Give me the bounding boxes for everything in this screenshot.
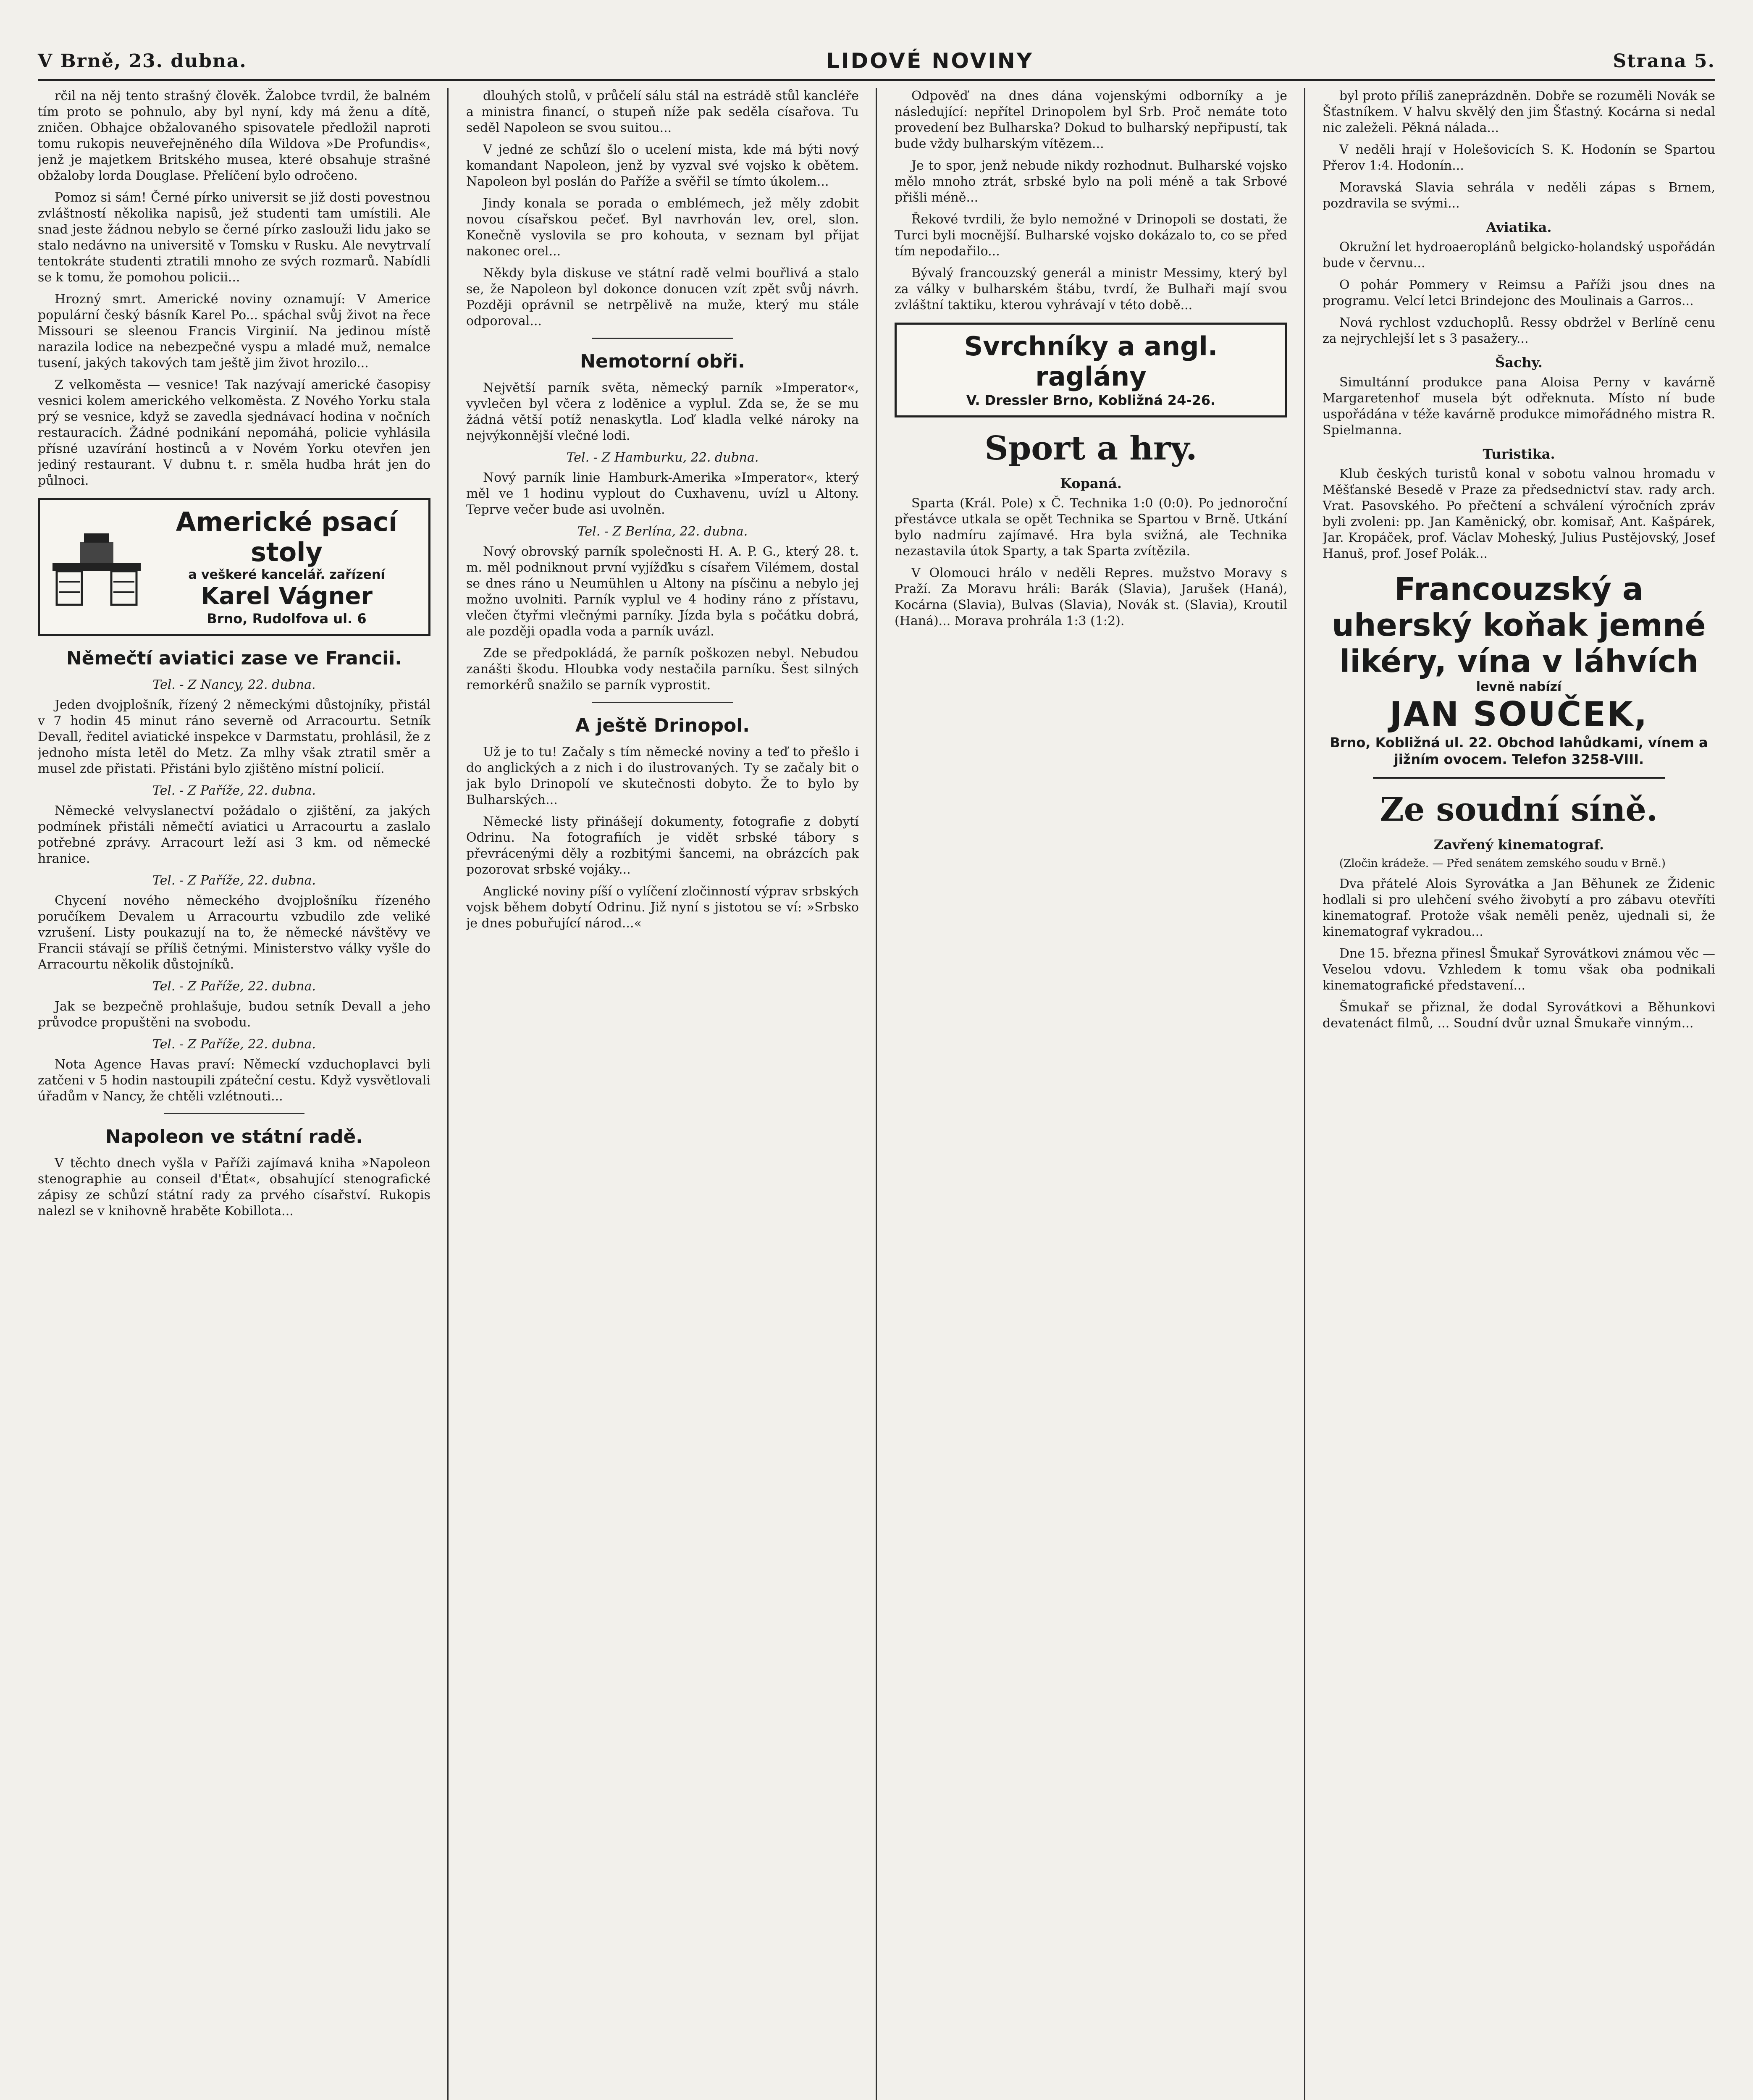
article-paragraph: Nový obrovský parník společnosti H. A. P. G., který 28. t. m. měl podniknout první vyjížďku s císařem Vilémem, dostal se dnes ráno u Neumühlen u Altony na písčinu a nebylo jej možno uvolniti. Parník vyplul ve 4 hodiny ráno z přístavu, vlečen čtyřmi vlečnými parníky. Jízda byla s počátku dobrá, ale později opadla voda a parník uvázl. [466, 544, 859, 639]
column-1 [38, 88, 430, 2100]
article-paragraph: Zde se předpokládá, že parník poškozen nebyl. Nebudou zanášti škodu. Hloubka vody nestačila parníku. Šest silných remorkérů snažilo se parník vyprostit. [466, 646, 859, 693]
article-paragraph: dlouhých stolů, v průčelí sálu stál na estrádě stůl kancléře a ministra financí, o stupeň níže pak seděla císařova. Tu seděl Napoleon se svou suitou... [466, 89, 859, 135]
section-subtitle: Šachy. [1495, 354, 1543, 370]
ad-address: Brno, Rudolfova ul. 6 [207, 611, 367, 627]
article-paragraph: Dne 15. března přinesl Šmukař Syrovátkovi známou věc — Veselou vdovu. Vzhledem k tomu však oba podnikali kinematografické představení... [1323, 946, 1715, 993]
ad-headline: Svrchníky a angl. raglány [964, 331, 1218, 392]
article-paragraph: Německé listy přinášejí dokumenty, fotografie z dobytí Odrinu. Na fotografiích je vidět srbské tábory s převrácenými děly a rozbitými šancemi, na obrázcích pak pozorovat srbské vojáky... [466, 814, 859, 877]
masthead-date: V Brně, 23. dubna. [38, 50, 247, 72]
article-paragraph: O pohár Pommery v Reimsu a Paříži jsou dnes na programu. Velcí letci Brindejonc des Moulinais a Garros... [1323, 278, 1715, 308]
ad-subheadline: levně nabízí [1476, 680, 1562, 694]
newspaper-page [38, 46, 1715, 2100]
article-paragraph: Někdy byla diskuse ve státní radě velmi bouřlivá a stalo se, že Napoleon byl dokonce donucen vzít zpět svůj návrh. Později oprávnil se netrpělivě na muže, který mu stále odporoval... [466, 266, 859, 328]
article-paragraph: Klub českých turistů konal v sobotu valnou hromadu v Měšťanské Besedě v Praze za předsednictví stav. rady arch. Vrat. Pasovského. Po přečtení a schválení výročních zpráv byli zvoleni: pp. Jan Kaměnický, obr. komisař, Ant. Kašpárek, Jar. Kropáček, prof. Václav Moheský, Julius Pustějovský, Josef Hanuš, prof. Josef Polák... [1323, 467, 1715, 561]
article-paragraph: V Olomouci hrálo v neděli Repres. mužstvo Moravy s Praží. Za Moravu hráli: Barák (Slavia), Jarušek (Haná), Kocárna (Slavia), Bulvas (Slavia), Novák st. (Slavia), Kroutil (Haná)... Morava prohrála 1:3 (1:2). [895, 566, 1287, 628]
ad-address: V. Dressler Brno, Kobližná 24-26. [966, 392, 1216, 408]
article-paragraph: Anglické noviny píší o vylíčení zločinností výprav srbských vojsk během dobytí Odrinu. Již nyní s jistotou se ví: »Srbsko je dnes pobuřující národ...« [466, 884, 859, 931]
section-subtitle: Zavřený kinematograf. [1433, 837, 1604, 853]
masthead [38, 46, 1715, 76]
article-paragraph: Sparta (Král. Pole) x Č. Technika 1:0 (0:0). Po jednoroční přestávce utkala se opět Technika se Spartou v Brně. Utkání bylo nadmíru zajímavé. Hra byla svižná, ale Technika nezastavila útok Sparty, a tak Sparta zvítězila. [895, 496, 1287, 559]
ad-subheadline: a veškeré kancelář. zařízení [188, 567, 385, 582]
ad-merchant-name: JAN SOUČEK, [1389, 695, 1648, 734]
article-paragraph: byl proto příliš zaneprázdněn. Dobře se rozuměli Novák se Šťastníkem. V halvu skvělý den jim Šťastný. Kocárna si nedal nic zaleželi. Pěkná nálada... [1323, 89, 1715, 135]
article-paragraph: V neděli hrají v Holešovicích S. K. Hodonín se Spartou Přerov 1:4. Hodonín... [1323, 142, 1715, 173]
dateline: Tel. - Z Paříže, 22. dubna. [152, 979, 316, 994]
article-paragraph: V těchto dnech vyšla v Paříži zajímavá kniha »Napoleon stenographie au conseil d'État«, obsahující stenografické zápisy ze schůzí státní rady za prvého císařství. Rukopis nalezl se v knihovně hraběte Kobillota... [38, 1156, 430, 1218]
article-title: Nemotorní obři. [580, 351, 745, 372]
article-paragraph: Okružní let hydroaeroplánů belgicko-holandský uspořádán bude v červnu... [1323, 240, 1715, 270]
column-2 [466, 88, 859, 2100]
dateline: Tel. - Z Paříže, 22. dubna. [152, 873, 316, 888]
dateline: Tel. - Z Nancy, 22. dubna. [152, 677, 316, 692]
article-paragraph: Bývalý francouzský generál a ministr Messimy, který byl za války v bulharském štábu, tvrdí, že Bulhaři mají svou zvláštní taktiku, kterou vyhrávají v této době... [895, 266, 1287, 312]
dateline: Tel. - Z Hamburku, 22. dubna. [566, 450, 759, 465]
ad-headline: Francouzský a uherský koňak jemné likéry, vína v láhvích [1332, 571, 1706, 680]
section-title-sport: Sport a hry. [984, 429, 1197, 467]
column-divider [1304, 88, 1305, 2100]
column-3 [895, 88, 1287, 2100]
desk-illustration-icon [48, 525, 145, 609]
ad-headline: Americké psací stoly [176, 507, 398, 567]
dateline: Tel. - Z Paříže, 22. dubna. [152, 783, 316, 798]
section-divider [1373, 777, 1665, 779]
article-paragraph: Největší parník světa, německý parník »Imperator«, vyvlečen byl včera z loděnice a vyplul. Zda se, že se mu žádná větší potíž nenaskytla. Loď kladla velké nároky na nejvýkonnější vlečné lodi. [466, 381, 859, 443]
column-4 [1323, 88, 1715, 2100]
section-subtitle: Kopaná. [1060, 475, 1122, 491]
article-paragraph: Jak se bezpečně prohlašuje, budou setník Devall a jeho průvodce propuštěni na svobodu. [38, 999, 430, 1030]
article-paragraph: Německé velvyslanectví požádalo o zjištění, za jakých podmínek přistáli němečtí aviatici u Arracourtu a zaslalo potřebné zprávy. Arracourt leží asi 3 km. od německé hranice. [38, 803, 430, 866]
article-title: Němečtí aviatici zase ve Francii. [66, 648, 402, 669]
section-subtitle: Turistika. [1483, 446, 1555, 462]
ad-merchant-name: Karel Vágner [200, 583, 373, 610]
section-divider [592, 338, 733, 339]
advertisement-typewriter-desks [38, 498, 430, 636]
article-paragraph: Jeden dvojplošník, řízený 2 německými důstojníky, přistál v 7 hodin 45 minut ráno severně od Arracourtu. Setník Devall, ředitel aviatické inspekce v Darmstatu, prohlásil, že z jednoho místa letěl do Metz. Za mlhy však ztratil směr a musel zde přistati. Přistáni bylo zjištěno místní policií. [38, 698, 430, 776]
article-paragraph: Simultánní produkce pana Aloisa Perny v kavárně Margaretenhof musela být odřeknuta. Místo ní bude uspořádána v téže kavárně produkce mimořádného mistra R. Spielmanna. [1323, 375, 1715, 438]
article-paragraph: Dva přátelé Alois Syrovátka a Jan Běhunek ze Židenic hodlali si pro ulehčení svého živobytí a pro zábavu otevříti kinematograf. Protože však neměli peněz, ujednali si, že kinematograf vykradou... [1323, 877, 1715, 939]
article-paragraph: (Zločin krádeže. — Před senátem zemského soudu v Brně.) [1339, 857, 1666, 870]
article-paragraph: Pomoz si sám! Černé pírko universit se již dosti povestnou zvláštností několika napisů, jež studenti tam umístili. Ale snad jeste žádnou nebylo se černé pírko zaslouži lidu jako se stalo nedávno na universitě v Tomsku v Rusku. Ale nevytrvalí tentokráte studenti ztratili mnoho ze svých rozmarů. Nabídli se k tomu, že pomohou policii... [38, 190, 430, 285]
article-paragraph: Chycení nového německého dvojplošníku řízeného poručíkem Devalem u Arracourtu vzbudilo zde veliké vzrušení. Listy poukazují na to, že německé návštěvy ve Francii stávají se příliš četnými. Ministerstvo války vyšle do Arracourtu několik důstojníků. [38, 893, 430, 972]
column-divider [447, 88, 449, 2100]
article-paragraph: Jindy konala se porada o emblémech, jež měly zdobit novou císařskou pečeť. Byl navrhován lev, orel, slon. Konečně vyslovila se pro kohouta, v seznam byl přijat nakonec orel... [466, 196, 859, 259]
masthead-title: LIDOVÉ NOVINY [826, 49, 1034, 73]
article-paragraph: Z velkoměsta — vesnice! Tak nazývají americké časopisy vesnici kolem amerického velkoměsta. Z Nového Yorku stala prý se vesnice, když se zavedla sjednávací hodina v nočních restauracích. Žádné podnikání nepomáhá, policie vyhlásila přísné uzavírání hostinců a v Novém Yorku otevřen jen jediný restaurant. V dubnu t. r. směla hudba hrát jen do půlnoci. [38, 378, 430, 488]
article-paragraph: V jedné ze schůzí šlo o ucelení mista, kde má býti nový komandant Napoleon, jenž by vyzval své vojsko k obětem. Napoleon byl poslán do Paříže a svěřil se tímto úkolem... [466, 142, 859, 189]
article-title: Napoleon ve státní radě. [105, 1126, 363, 1147]
masthead-page-number: Strana 5. [1613, 50, 1715, 72]
section-title-court: Ze soudní síně. [1380, 790, 1658, 829]
article-paragraph: Nota Agence Havas praví: Německí vzduchoplavci byli zatčeni v 5 hodin nastoupili zpáteční cestu. Když vysvětlovali úřadům v Nancy, že chtěli vzlétnouti... [38, 1057, 430, 1104]
section-subtitle: Aviatika. [1486, 219, 1552, 235]
section-divider [164, 1113, 304, 1114]
article-paragraph: Je to spor, jenž nebude nikdy rozhodnut. Bulharské vojsko mělo mnoho ztrát, srbské bylo na poli méně a tak Srbové přišli méně... [895, 158, 1287, 205]
masthead-rule [38, 79, 1715, 81]
dateline: Tel. - Z Paříže, 22. dubna. [152, 1037, 316, 1052]
article-paragraph: Už je to tu! Začaly s tím německé noviny a teď to přešlo i do anglických a z nich i do ilustrovaných. Ty se začaly bit o jak bylo Drinopolí ve skutečnosti dobyto. Že to bylo by Bulharských... [466, 745, 859, 807]
advertisement-cognac [1323, 571, 1715, 768]
section-divider [592, 702, 733, 703]
article-paragraph: Odpověď na dnes dána vojenskými odborníky a je následující: nepřítel Drinopolem byl Srb. Proč nemáte toto provedení bez Bulharska? Dokud to bulharský nepřipustí, tak bude vždy bulharským vítězem... [895, 89, 1287, 151]
advertisement-overcoats [895, 323, 1287, 417]
ad-address: Brno, Kobližná ul. 22. Obchod lahůdkami, vínem a jižním ovocem. Telefon 3258-VIII. [1330, 735, 1708, 767]
article-paragraph: Řekové tvrdili, že bylo nemožné v Drinopoli se dostati, že Turci byli mocnější. Bulharské vojsko dokázalo to, co se před tím nepodařilo... [895, 212, 1287, 259]
column-divider [876, 88, 877, 2100]
dateline: Tel. - Z Berlína, 22. dubna. [577, 524, 748, 539]
article-paragraph: Moravská Slavia sehrála v neděli zápas s Brnem, pozdravila se svými... [1323, 180, 1715, 211]
article-paragraph: rčil na něj tento strašný člověk. Žalobce tvrdil, že balném tím proto se pohnulo, aby byl nyní, kdy má ženu a dítě, zničen. Obhajce obžalovaného spisovatele předložil naproti tomu rukopis neuveřejněného díla Wildova »De Profundis«, jenž je majetkem Britského musea, které obsahuje strašné obžaloby lorda Douglase. Přelíčení bylo odročeno. [38, 89, 430, 183]
article-paragraph: Nový parník linie Hamburk-Amerika »Imperator«, který měl ve 1 hodinu vyplout do Cuxhavenu, uvízl u Altony. Teprve večer bude asi uvolněn. [466, 470, 859, 517]
article-paragraph: Šmukař se přiznal, že dodal Syrovátkovi a Běhunkovi devatenáct filmů, ... Soudní dvůr uznal Šmukaře vinným... [1323, 1000, 1715, 1031]
article-title: A ještě Drinopol. [575, 715, 750, 736]
article-paragraph: Hrozný smrt. Americké noviny oznamují: V Americe populární český básník Karel Po... spáchal svůj život na řece Missouri se sleenou Francis Virginií. Na jedinou místě narazila lodice na nebezpečné vyspu a mladé muž, nemalce tusení, jakých takových tam ještě jim život hrozilo... [38, 292, 430, 370]
article-paragraph: Nová rychlost vzduchoplů. Ressy obdržel v Berlíně cenu za nejrychlejší let s 3 pasažery... [1323, 315, 1715, 346]
